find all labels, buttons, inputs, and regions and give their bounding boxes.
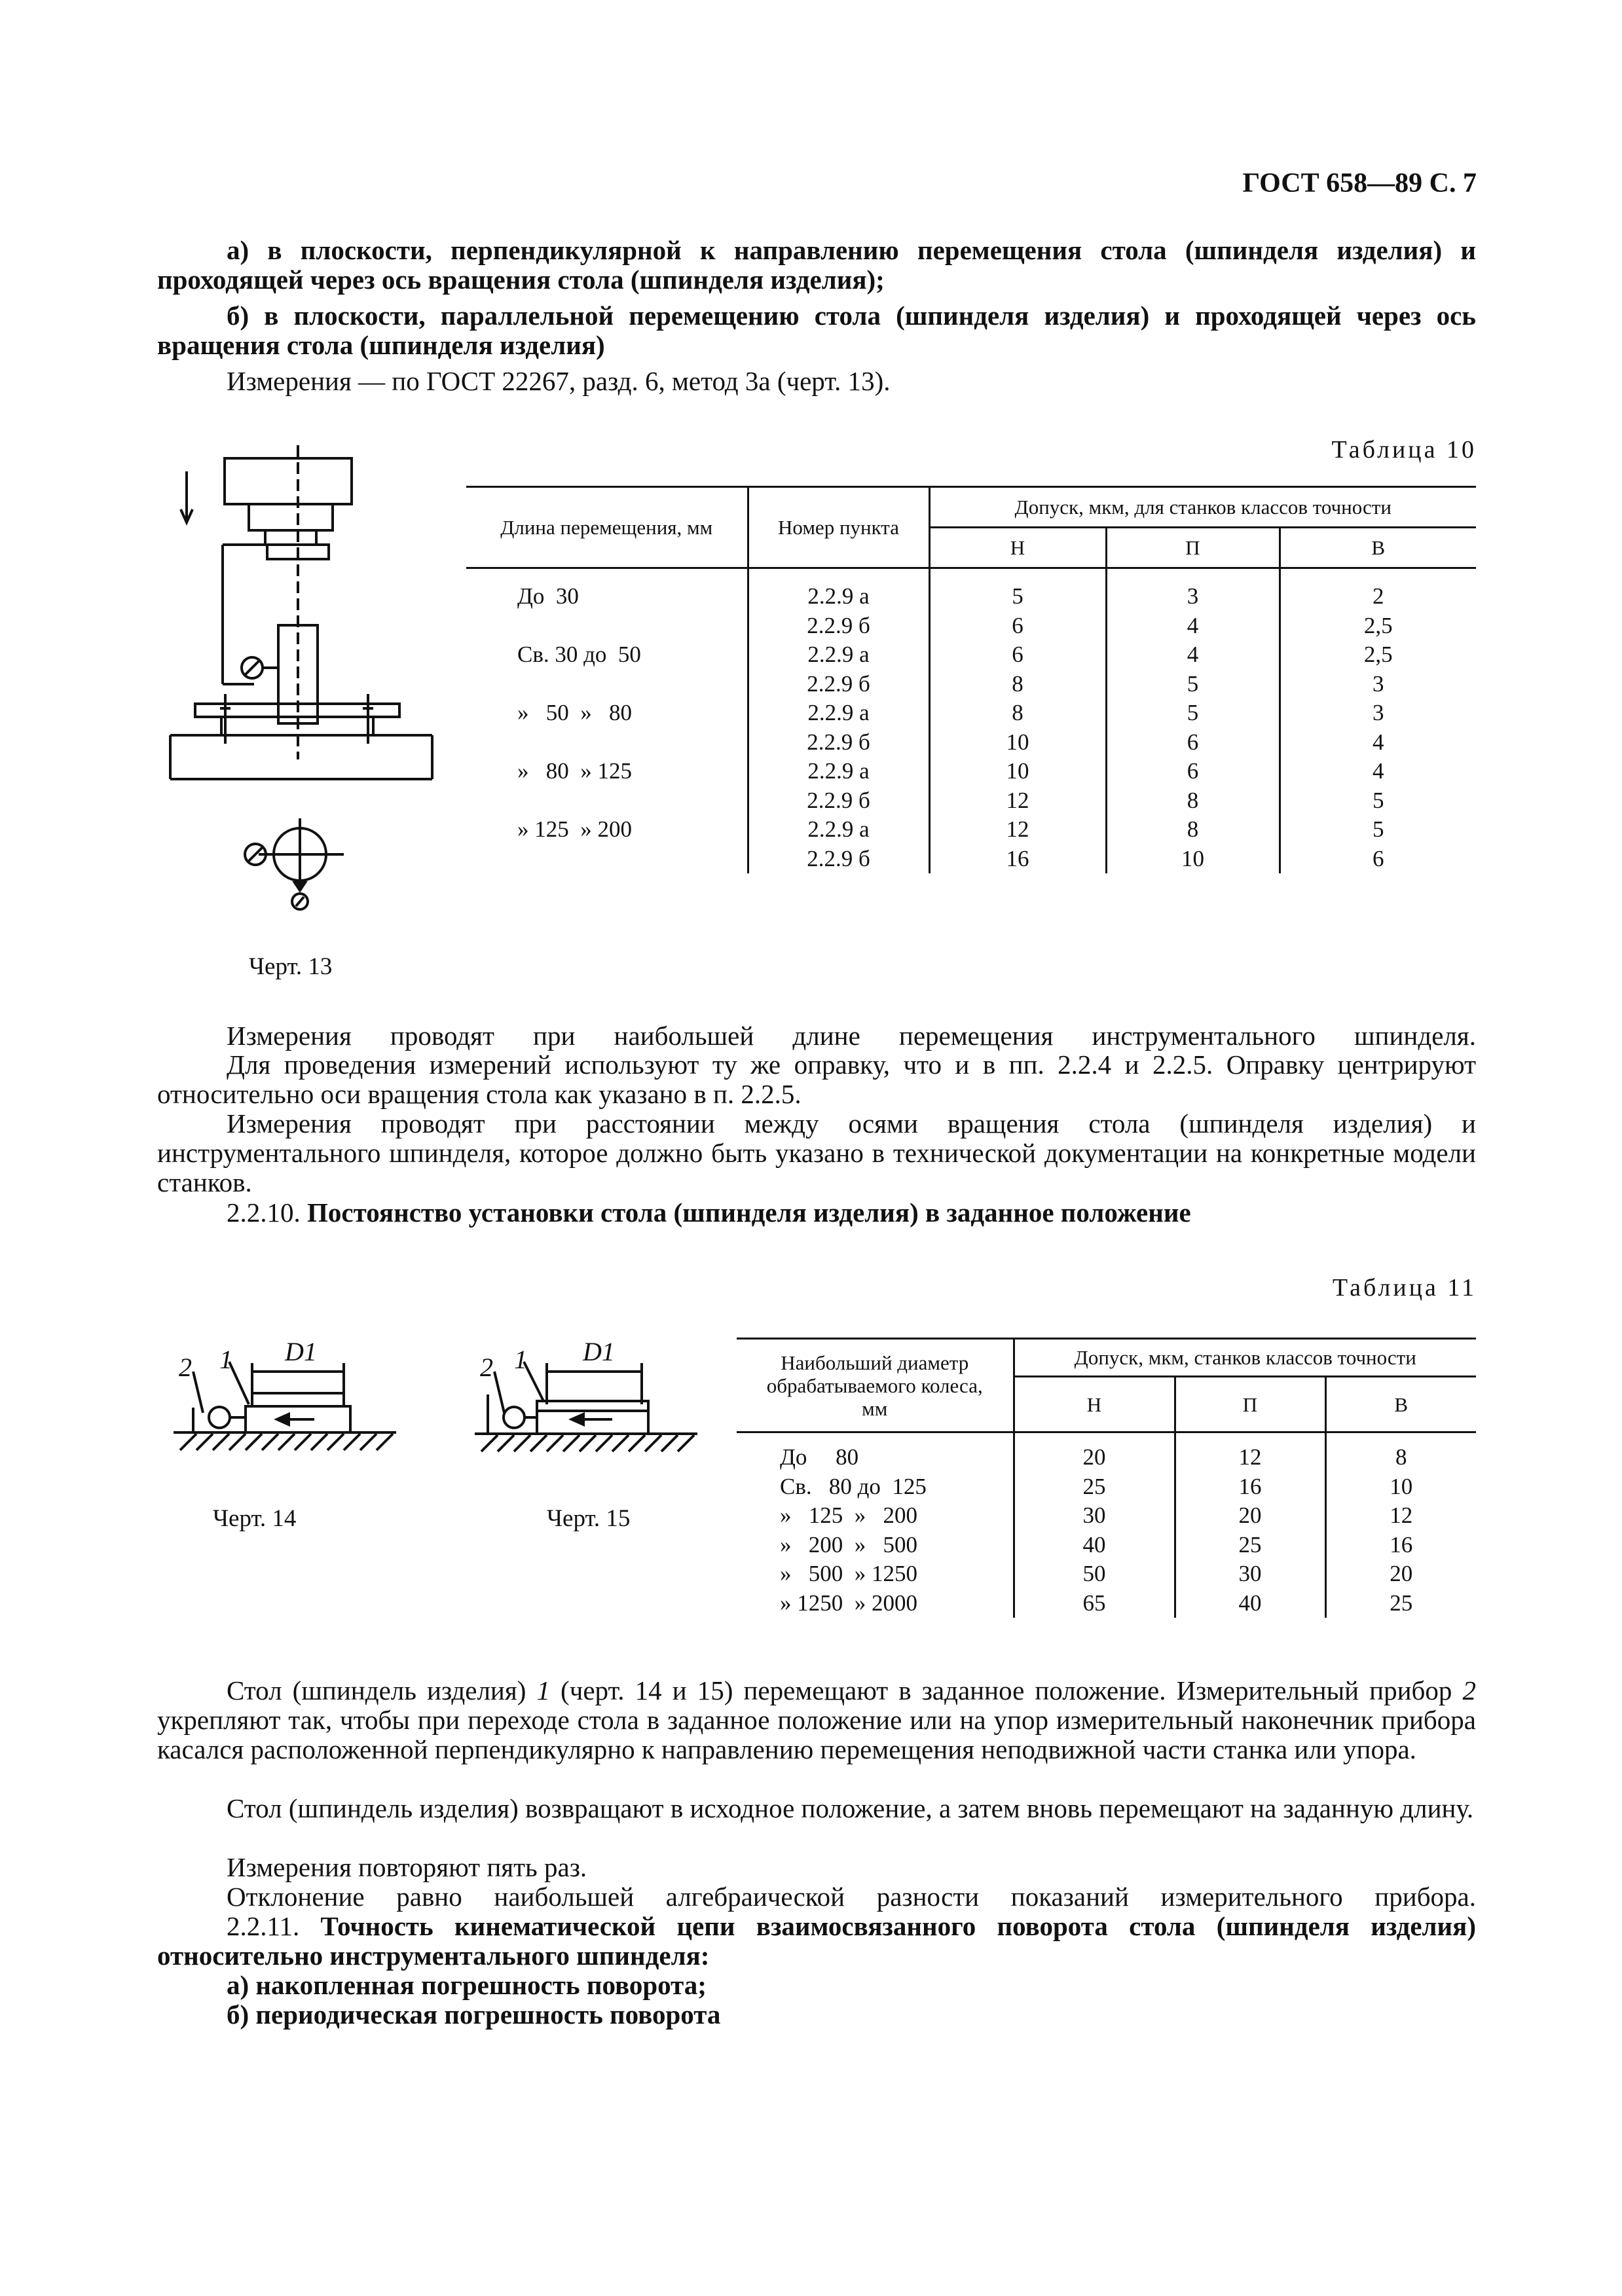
- table-10-cell-p: 4: [1106, 640, 1280, 670]
- table-11-cell-h: 20: [1014, 1432, 1175, 1472]
- table-11-cell-d: » 500 » 1250: [737, 1559, 1014, 1589]
- table-11-cell-d: » 1250 » 2000: [737, 1589, 1014, 1618]
- table-10-cell-v: 4: [1373, 758, 1384, 784]
- paragraph-6: Измерения повторяют пять раз.: [227, 1852, 587, 1882]
- section-2-2-11-number: 2.2.11.: [227, 1911, 300, 1941]
- table-10-cell-p: 8: [1106, 815, 1280, 845]
- table-11-cell-v: 25: [1390, 1590, 1413, 1616]
- fig15-dim: D1: [583, 1337, 615, 1366]
- table-10-row: [466, 845, 1476, 874]
- table-10-cell-v: 2: [1373, 583, 1384, 609]
- table-11-cell-h: 25: [1014, 1472, 1175, 1502]
- table-10-row: [466, 611, 1476, 641]
- paragraph-4-mid: (черт. 14 и 15) перемещают в заданное положение. Измерительный прибор: [549, 1675, 1463, 1705]
- table-10-cell-p: 3: [1106, 568, 1280, 611]
- section-2-2-10-number: 2.2.10.: [227, 1197, 301, 1228]
- table-11-row: [737, 1501, 1476, 1531]
- table-10-cell-v: 4: [1373, 729, 1384, 755]
- table-10-cell-length: [466, 611, 748, 641]
- table-11-cell-h: 30: [1014, 1501, 1175, 1531]
- table-11-cell-h: 65: [1014, 1589, 1175, 1618]
- table-10-class-p: П: [1106, 528, 1280, 568]
- table-11-class-p: П: [1175, 1377, 1325, 1432]
- table-10-cell-item: 2.2.9 а: [748, 815, 929, 845]
- paragraph-2: Для проведения измерений используют ту же оправку, что и в пп. 2.2.4 и 2.2.5. Оправку центрируют относительно оси вращения стола как указано в п. 2.2.5.: [157, 1049, 1476, 1109]
- table-10-cell-length: » 80 » 125: [466, 757, 748, 786]
- table-11-cell-h: 50: [1014, 1559, 1175, 1589]
- table-11-row: [737, 1432, 1476, 1472]
- table-10-cell-p: 4: [1106, 611, 1280, 641]
- item-b: б) в плоскости, параллельной перемещению стола (шпинделя изделия) и проходящей через ось вращения стола (шпинделя изделия): [157, 301, 1476, 360]
- paragraph-1: Измерения проводят при наибольшей длине перемещения инструментального шпинделя.: [227, 1021, 1476, 1051]
- table-10-cell-h: 8: [929, 670, 1106, 699]
- table-10-cell-length: [466, 786, 748, 816]
- table-10-cell-p: 8: [1106, 786, 1280, 816]
- table-10-cell-p: 6: [1106, 728, 1280, 757]
- table-11-cell-p: 25: [1175, 1531, 1325, 1560]
- paragraph-4-ref-2: 2: [1462, 1675, 1476, 1705]
- paragraph-4-pre: Стол (шпиндель изделия): [227, 1675, 537, 1705]
- figure-15-caption: Черт. 15: [547, 1505, 631, 1532]
- table-10-cell-h: 10: [929, 757, 1106, 786]
- table-11-cell-v: 16: [1390, 1531, 1413, 1558]
- table-11: [737, 1338, 1476, 1618]
- table-10-cell-item: 2.2.9 а: [748, 699, 929, 728]
- table-11-class-v: В: [1325, 1377, 1476, 1432]
- table-10-cell-length: [466, 670, 748, 699]
- table-10-row: [466, 728, 1476, 757]
- paragraph-3: Измерения проводят при расстоянии между осями вращения стола (шпинделя изделия) и инструментального шпинделя, которое должно быть указано в технической документации на конкретные модели станков.: [157, 1108, 1476, 1197]
- fig14-label-1: 1: [219, 1345, 232, 1374]
- table-11-cell-d: » 125 » 200: [737, 1501, 1014, 1531]
- figure-13-drawing: [157, 432, 465, 930]
- figure-13-caption: Черт. 13: [249, 953, 333, 980]
- table-10-row: [466, 699, 1476, 728]
- table-11-row: [737, 1531, 1476, 1560]
- table-10-cell-v: 5: [1373, 787, 1384, 813]
- table-10-row: [466, 786, 1476, 816]
- table-11-header-tolerance: Допуск, мкм, станков классов точности: [1014, 1339, 1476, 1377]
- table-11-cell-d: » 200 » 500: [737, 1531, 1014, 1560]
- table-10-header-item: Номер пункта: [748, 487, 929, 568]
- table-10-cell-item: 2.2.9 б: [748, 728, 929, 757]
- table-11-cell-p: 20: [1175, 1501, 1325, 1531]
- section-2-2-11: [157, 1912, 1476, 1971]
- table-10-row: [466, 670, 1476, 699]
- table-10-row: [466, 640, 1476, 670]
- table-11-row: [737, 1589, 1476, 1618]
- table-11-cell-v: 10: [1390, 1473, 1413, 1499]
- table-11-row: [737, 1472, 1476, 1502]
- table-10-cell-length: Св. 30 до 50: [466, 640, 748, 670]
- table-10-cell-p: 6: [1106, 757, 1280, 786]
- figure-14-drawing: [167, 1316, 403, 1493]
- table-10-cell-length: » 125 » 200: [466, 815, 748, 845]
- paragraph-4-post: укрепляют так, чтобы при переходе стола в заданное положение или на упор измерительный наконечник прибора касался расположенной перпендикулярно к направлению перемещения неподвижной части станка или упора.: [157, 1705, 1476, 1764]
- section-2-2-10: [157, 1198, 1476, 1228]
- table-11-cell-h: 40: [1014, 1531, 1175, 1560]
- paragraph-4: [157, 1676, 1476, 1764]
- table-10-cell-p: 10: [1106, 845, 1280, 874]
- table-10-cell-item: 2.2.9 а: [748, 568, 929, 611]
- table-10-cell-length: [466, 728, 748, 757]
- table-11-cell-d: До 80: [737, 1432, 1014, 1472]
- section-2-2-10-title: Постоянство установки стола (шпинделя изделия) в заданное положение: [307, 1197, 1191, 1228]
- table-10-cell-h: 6: [929, 611, 1106, 641]
- table-10-cell-length: » 50 » 80: [466, 699, 748, 728]
- item-a: а) в плоскости, перпендикулярной к направлению перемещения стола (шпинделя изделия) и проходящей через ось вращения стола (шпинделя изделия);: [157, 235, 1476, 295]
- table-10-header-tolerance: Допуск, мкм, для станков классов точности: [929, 487, 1476, 528]
- table-10-row: [466, 568, 1476, 611]
- table-10-cell-p: 5: [1106, 670, 1280, 699]
- table-10-cell-item: 2.2.9 а: [748, 640, 929, 670]
- item-a-accumulated: а) накопленная погрешность поворота;: [227, 1970, 707, 2000]
- paragraph-5: Стол (шпиндель изделия) возвращают в исходное положение, а затем вновь перемещают на заданную длину.: [227, 1793, 1474, 1823]
- table-10-cell-h: 12: [929, 786, 1106, 816]
- table-11-cell-d: Св. 80 до 125: [737, 1472, 1014, 1502]
- table-11-header-diameter: Наибольший диаметр обрабатываемого колеса, мм: [737, 1339, 1014, 1432]
- table-10-cell-v: 3: [1373, 670, 1384, 697]
- table-10-class-v: В: [1280, 528, 1476, 568]
- section-2-2-11-title: Точность кинематической цепи взаимосвязанного поворота стола (шпинделя изделия) относительно инструментального шпинделя:: [157, 1911, 1477, 1971]
- table-10-class-h: Н: [929, 528, 1106, 568]
- item-b-periodic: б) периодическая погрешность поворота: [227, 1999, 721, 2030]
- table-10-cell-item: 2.2.9 а: [748, 757, 929, 786]
- paragraph-4-ref-1: 1: [536, 1675, 550, 1705]
- table-10-cell-p: 5: [1106, 699, 1280, 728]
- table-10-cell-h: 8: [929, 699, 1106, 728]
- table-11-cell-p: 12: [1175, 1432, 1325, 1472]
- fig14-dim: D1: [285, 1337, 317, 1366]
- table-10-cell-v: 3: [1373, 700, 1384, 725]
- table-10-cell-item: 2.2.9 б: [748, 611, 929, 641]
- figure-14-caption: Черт. 14: [213, 1505, 297, 1532]
- table-10-row: [466, 815, 1476, 845]
- table-11-cell-v: 12: [1390, 1503, 1413, 1528]
- table-11-cell-p: 16: [1175, 1472, 1325, 1502]
- fig15-label-1: 1: [514, 1345, 527, 1374]
- table-10-cell-h: 16: [929, 845, 1106, 874]
- table-10-row: [466, 757, 1476, 786]
- table-11-cell-v: 8: [1395, 1444, 1407, 1470]
- page-header: ГОСТ 658—89 С. 7: [1242, 168, 1477, 198]
- table-10-cell-length: [466, 845, 748, 874]
- table-11-cell-p: 30: [1175, 1559, 1325, 1589]
- table-10-cell-length: До 30: [466, 568, 748, 611]
- figure-15-drawing: [468, 1316, 704, 1493]
- paragraph-7: Отклонение равно наибольшей алгебраической разности показаний измерительного прибора.: [227, 1882, 1476, 1912]
- measure-method: Измерения — по ГОСТ 22267, разд. 6, метод 3а (черт. 13).: [227, 366, 891, 396]
- table-10-header-length: Длина перемещения, мм: [466, 487, 748, 568]
- table-11-cell-v: 20: [1390, 1561, 1413, 1586]
- table-10-cell-h: 10: [929, 728, 1106, 757]
- table-10-cell-item: 2.2.9 б: [748, 786, 929, 816]
- table-11-class-h: Н: [1014, 1377, 1175, 1432]
- table-10-cell-v: 5: [1373, 816, 1384, 842]
- table-10-caption: Таблица 10: [1331, 436, 1477, 464]
- table-10-cell-h: 6: [929, 640, 1106, 670]
- table-10-cell-v: 6: [1373, 845, 1384, 871]
- table-11-row: [737, 1559, 1476, 1589]
- table-11-cell-p: 40: [1175, 1589, 1325, 1618]
- table-10-cell-v: 2,5: [1363, 642, 1393, 667]
- fig15-label-2: 2: [480, 1353, 493, 1382]
- table-10: [466, 486, 1476, 873]
- table-10-cell-h: 5: [929, 568, 1106, 611]
- table-10-cell-h: 12: [929, 815, 1106, 845]
- table-10-cell-item: 2.2.9 б: [748, 845, 929, 874]
- table-10-cell-item: 2.2.9 б: [748, 670, 929, 699]
- fig14-label-2: 2: [179, 1353, 192, 1382]
- table-11-caption: Таблица 11: [1332, 1274, 1477, 1302]
- table-10-cell-v: 2,5: [1363, 612, 1393, 638]
